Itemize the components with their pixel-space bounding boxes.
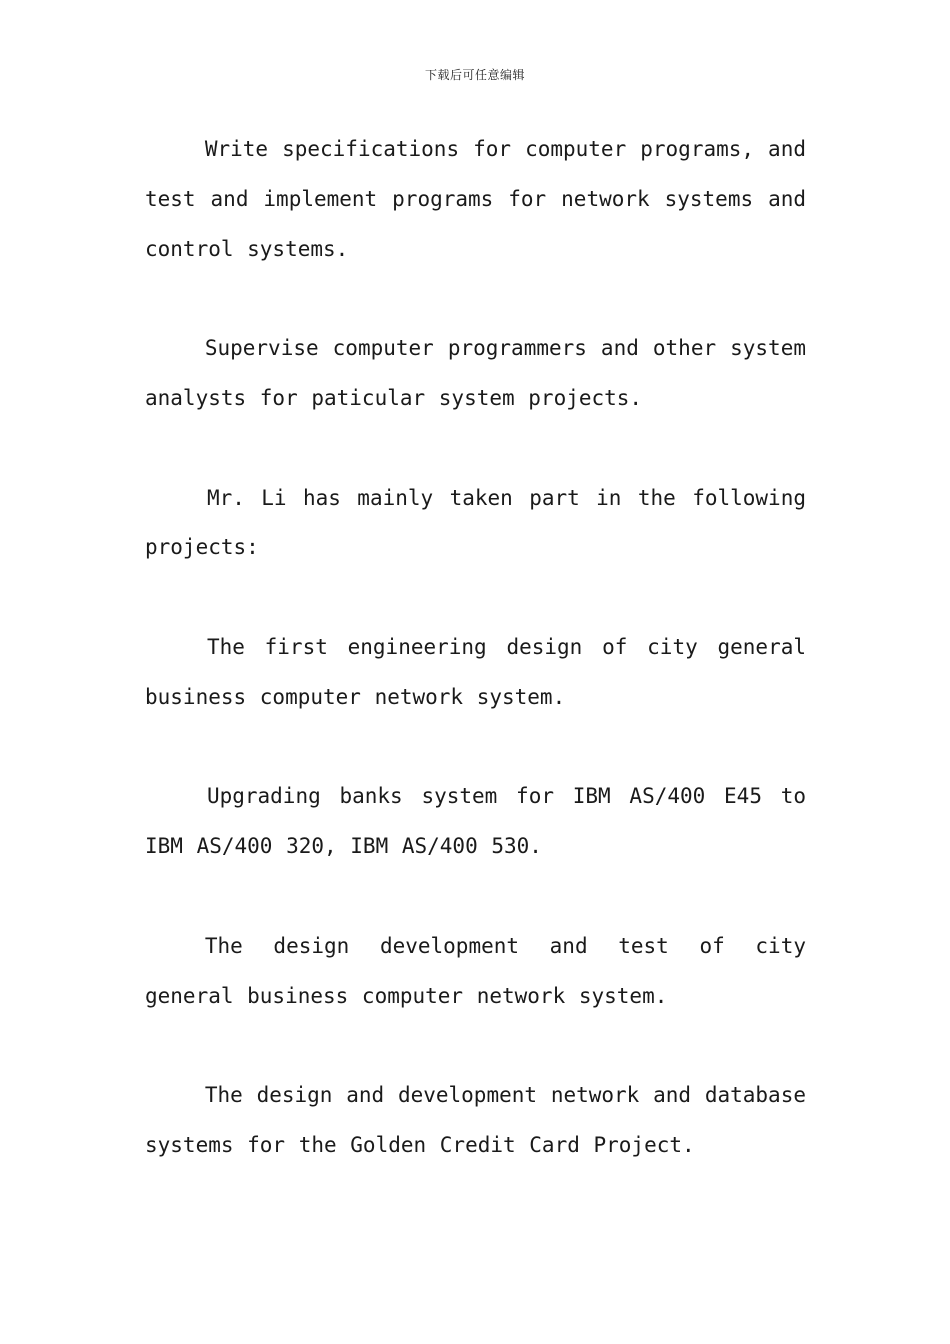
- paragraph-specifications: Write specifications for computer programs, and test and implement programs for network systems and control systems.: [145, 137, 806, 261]
- paragraph-projects-intro: Mr. Li has mainly taken part in the following projects:: [145, 485, 806, 560]
- paragraph-project-upgrading: Upgrading banks system for IBM AS/400 E45 to IBM AS/400 320, IBM AS/400 530.: [145, 784, 806, 859]
- paragraph-project-golden-credit-card: The design and development network and database systems for the Golden Credit Card Project.: [145, 1083, 806, 1157]
- paragraph-project-design-development-test: The design development and test of city general business computer network system.: [145, 933, 806, 1008]
- paragraph-supervise: Supervise computer programmers and other system analysts for paticular system projects.: [145, 336, 806, 410]
- header-note: 下载后可任意编辑: [424, 68, 525, 82]
- document-body: [145, 125, 806, 1221]
- paragraph-project-engineering-design: The first engineering design of city general business computer network system.: [145, 634, 806, 709]
